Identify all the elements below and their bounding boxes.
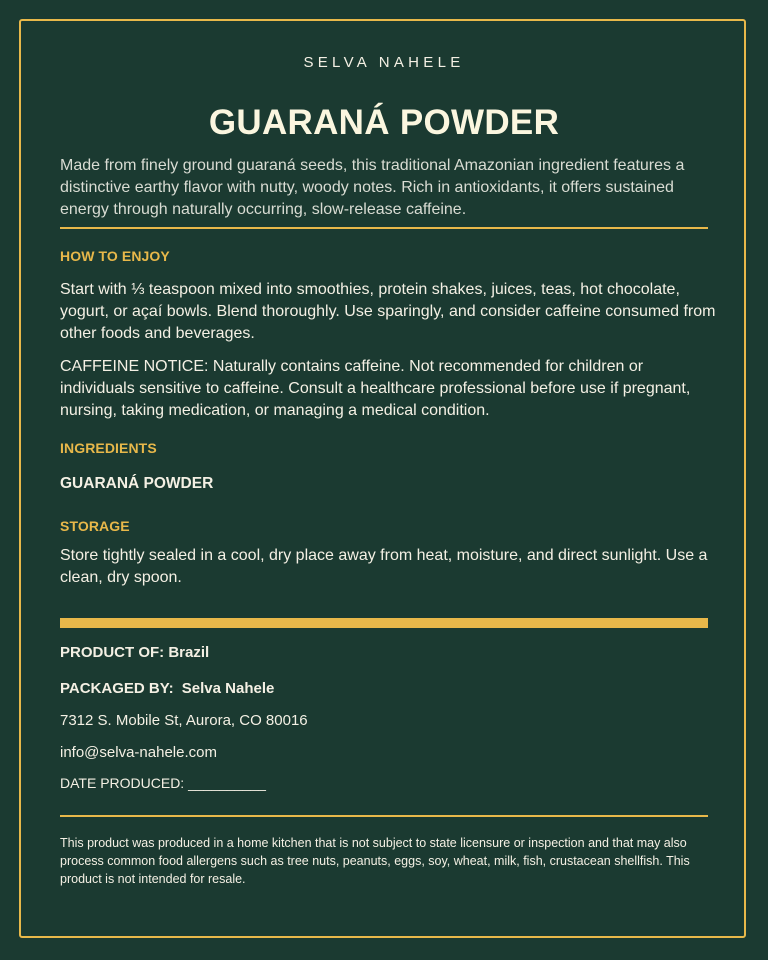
- how-to-enjoy-heading: HOW TO ENJOY: [60, 248, 170, 264]
- packaged-by-label: PACKAGED BY:: [60, 680, 174, 697]
- packaged-by-line: [60, 680, 274, 697]
- product-of-line: [60, 644, 209, 661]
- product-description: Made from finely ground guaraná seeds, this traditional Amazonian ingredient features a distinctive earthy flavor with nutty, woody notes. Rich in antioxidants, it offers sustained energy through naturally occurring, slow-release caffeine.: [60, 157, 685, 218]
- packager-address: 7312 S. Mobile St, Aurora, CO 80016: [60, 712, 308, 729]
- caffeine-notice: CAFFEINE NOTICE: Naturally contains caffeine. Not recommended for children or individuals sensitive to caffeine. Consult a healthcare professional before use if pregnant, nursing, taking medication, or managing a medical condition.: [60, 358, 691, 419]
- thick-divider: [60, 618, 708, 628]
- disclaimer-text: This product was produced in a home kitchen that is not subject to state licensure or inspection and that may also process common food allergens such as tree nuts, peanuts, eggs, soy, wheat, milk, fish, crustacean shellfish. This product is not intended for resale.: [60, 836, 690, 886]
- divider: [60, 227, 708, 229]
- product-of-label: PRODUCT OF:: [60, 644, 165, 661]
- date-produced: DATE PRODUCED: __________: [60, 775, 266, 791]
- ingredients-text: GUARANÁ POWDER: [60, 475, 214, 492]
- ingredients-heading: INGREDIENTS: [60, 440, 157, 456]
- product-title: GUARANÁ POWDER: [208, 103, 560, 142]
- packager-email: info@selva-nahele.com: [60, 744, 217, 761]
- how-to-enjoy-instructions: Start with ⅓ teaspoon mixed into smoothies, protein shakes, juices, teas, hot chocolate, yogurt, or açaí bowls. Blend thoroughly. Use sparingly, and consider caffeine consumed from other foods and beverages.: [60, 281, 716, 342]
- storage-heading: STORAGE: [60, 518, 130, 534]
- storage-text: Store tightly sealed in a cool, dry place away from heat, moisture, and direct sunlight. Use a clean, dry spoon.: [60, 547, 708, 586]
- packaged-by-value: Selva Nahele: [181, 680, 275, 697]
- brand-name: SELVA NAHELE: [303, 54, 465, 71]
- product-of-value: Brazil: [168, 644, 210, 661]
- divider: [60, 815, 708, 817]
